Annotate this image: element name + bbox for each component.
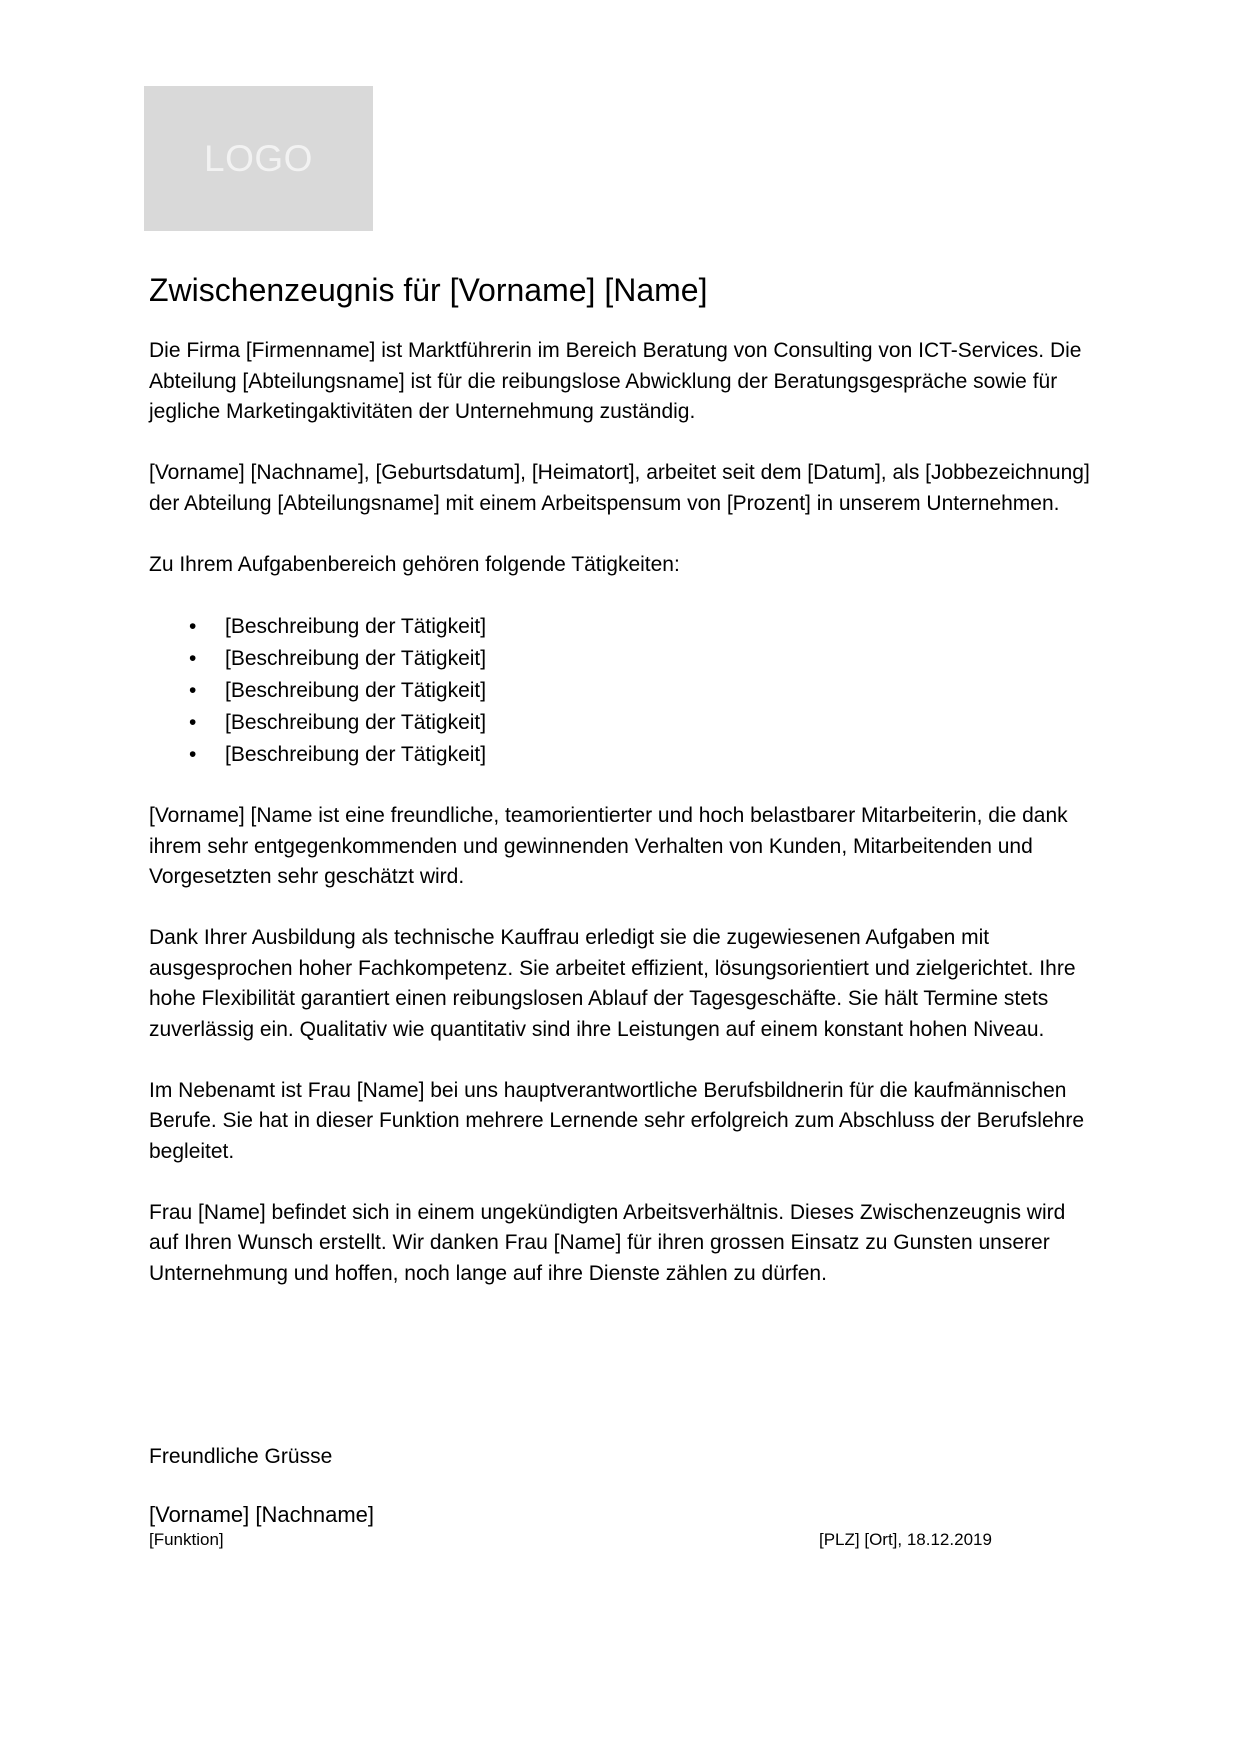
paragraph-side-role: Im Nebenamt ist Frau [Name] bei uns hauptverantwortliche Berufsbildnerin für die kaufmännischen Berufe. Sie hat in dieser Funktion mehrere Lernende sehr erfolgreich zum Abschluss der Berufslehre begleitet.	[149, 1078, 1084, 1163]
paragraph-closing: Frau [Name] befindet sich in einem ungekündigten Arbeitsverhältnis. Dieses Zwischenzeugnis wird auf Ihren Wunsch erstellt. Wir danken Frau [Name] für ihren grossen Einsatz zu Gunsten unserer Unternehmung und hoffen, noch lange auf ihre Dienste zählen zu dürfen.	[149, 1200, 1066, 1285]
logo-placeholder	[144, 86, 373, 231]
logo-label: LOGO	[204, 137, 313, 179]
task-text: [Beschreibung der Tätigkeit]	[225, 710, 487, 734]
list-item	[149, 643, 1099, 675]
list-item	[149, 739, 1099, 771]
bullet-icon: •	[189, 678, 197, 702]
bullet-icon: •	[189, 742, 197, 766]
list-item	[149, 675, 1099, 707]
paragraph-personality: [Vorname] [Name ist eine freundliche, teamorientierter und hoch belastbarer Mitarbeiterin, die dank ihrem sehr entgegenkommenden und gewinnenden Verhalten von Kunden, Mitarbeitenden und Vorgesetzten sehr geschätzt wird.	[149, 804, 1068, 888]
task-text: [Beschreibung der Tätigkeit]	[225, 614, 487, 638]
closing-greeting: Freundliche Grüsse	[149, 1445, 333, 1468]
paragraph-company: Die Firma [Firmenname] ist Marktführerin im Bereich Beratung von Consulting von ICT-Services. Die Abteilung [Abteilungsname] ist für die reibungslose Abwicklung der Beratungsgespräche sowie für jegliche Marketingaktivitäten der Unternehmung zuständig.	[149, 339, 1082, 423]
document-title: Zwischenzeugnis für [Vorname] [Name]	[149, 272, 708, 308]
task-text: [Beschreibung der Tätigkeit]	[225, 742, 487, 766]
document-body	[149, 336, 1099, 1320]
bullet-icon: •	[189, 614, 197, 638]
paragraph-performance: Dank Ihrer Ausbildung als technische Kauffrau erledigt sie die zugewiesenen Aufgaben mit ausgesprochen hoher Fachkompetenz. Sie arbeitet effizient, lösungsorientiert und zielgerichtet. Ihre hohe Flexibilität garantiert einen reibungslosen Ablauf der Tagesgeschäfte. Sie hält Termine stets zuverlässig ein. Qualitativ wie quantitativ sind ihre Leistungen auf einem konstant hohen Niveau.	[149, 926, 1076, 1041]
place-date: [PLZ] [Ort], 18.12.2019	[819, 1530, 992, 1549]
bullet-icon: •	[189, 646, 197, 670]
paragraph-tasks-intro: Zu Ihrem Aufgabenbereich gehören folgende Tätigkeiten:	[149, 552, 680, 576]
paragraph-employee: [Vorname] [Nachname], [Geburtsdatum], [Heimatort], arbeitet seit dem [Datum], als [Jobbezeichnung] der Abteilung [Abteilungsname] mit einem Arbeitspensum von [Prozent] in unserem Unternehmen.	[149, 461, 1090, 515]
task-text: [Beschreibung der Tätigkeit]	[225, 678, 487, 702]
signatory-function: [Funktion]	[149, 1530, 224, 1549]
task-text: [Beschreibung der Tätigkeit]	[225, 646, 487, 670]
signatory-name: [Vorname] [Nachname]	[149, 1502, 375, 1527]
task-list	[149, 611, 1099, 771]
bullet-icon: •	[189, 710, 197, 734]
list-item	[149, 707, 1099, 739]
list-item	[149, 611, 1099, 643]
